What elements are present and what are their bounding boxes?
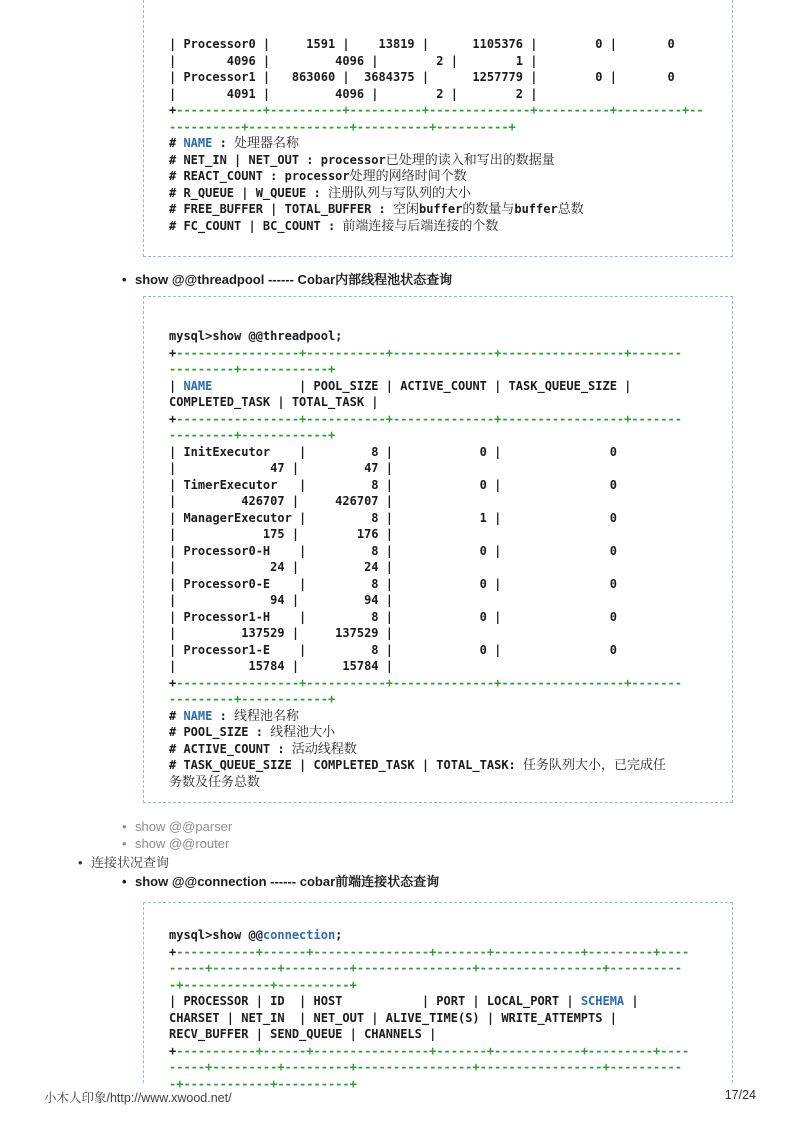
bullet-dot-icon: • bbox=[78, 855, 83, 870]
bullet-label: 连接状况查询 bbox=[91, 855, 170, 870]
bullet-dot-icon: • bbox=[122, 819, 127, 834]
footer-site-link: 小木人印象/http://www.xwood.net/ bbox=[44, 1091, 232, 1105]
bullet-label: show @@router bbox=[135, 836, 230, 851]
page-number: 17/24 bbox=[724, 1088, 756, 1102]
bullet-item-threadpool bbox=[122, 272, 452, 288]
sql-output-threadpool: mysql>show @@threadpool; +-----------------+-----------+--------------+-----------------+------- ---------+------------+ | NAME | POOL_SIZE | ACTIVE_COUNT | TASK_QUEUE_SIZE | COMPLETED_TASK | TOTAL_TASK | +-----------------+-----------+--------------+-----------------+------- ---------+------------+ | InitExecutor | 8 | 0 | 0 | 47 | 47 | | TimerExecutor | 8 | 0 | 0 | 426707 | 426707 | | ManagerExecutor | 8 | 1 | 0 | 175 | 176 | | Processor0-H | 8 | 0 | 0 | 24 | 24 | | Processor0-E | 8 | 0 | 0 | 94 | 94 | | Processor1-H | 8 | 0 | 0 | 137529 | 137529 | | Processor1-E | 8 | 0 | 0 | 15784 | 15784 | +-----------------+-----------+--------------+-----------------+------- ---------+------------+ # NAME : 线程池名称 # POOL_SIZE : 线程池大小 # ACTIVE_COUNT : 活动线程数 # TASK_QUEUE_SIZE | COMPLETED_TASK | TOTAL_TASK: 任务队列大小，已完成任 务数及任务总数 bbox=[169, 329, 682, 789]
bullet-item-router bbox=[122, 836, 229, 852]
bullet-label: show @@parser bbox=[135, 819, 233, 834]
bullet-label: show @@threadpool ------ Cobar内部线程池状态查询 bbox=[135, 272, 453, 287]
sql-output-processor: | Processor0 | 1591 | 13819 | 1105376 | 0 | 0 | 4096 | 4096 | 2 | 1 | | Processor1 | 863060 | 3684375 | 1257779 | 0 | 0 | 4091 | 4096 | 2 | 2 | +------------+----------+----------+--------------+----------+---------+-- ----------+--------------+----------+----------+ # NAME : 处理器名称 # NET_IN | NET_OUT : processor已处理的读入和写出的数据量 # REACT_COUNT : processor处理的网络时间个数 # R_QUEUE | W_QUEUE : 注册队列与写队列的大小 # FREE_BUFFER | TOTAL_BUFFER : 空闲buffer的数量与buffer总数 # FC_COUNT | BC_COUNT : 前端连接与后端连接的个数 bbox=[169, 37, 704, 233]
bullet-dot-icon: • bbox=[122, 836, 127, 851]
code-block-connection-output bbox=[143, 902, 733, 1091]
bullet-item-parser bbox=[122, 819, 232, 835]
code-block-processor-output bbox=[143, 0, 733, 257]
bullet-item-connection-section bbox=[78, 855, 169, 871]
bullet-dot-icon: • bbox=[122, 272, 127, 287]
code-block-threadpool-output bbox=[143, 296, 733, 803]
bullet-label: show @@connection ------ cobar前端连接状态查询 bbox=[135, 874, 440, 889]
sql-output-connection: mysql>show @@connection; +-----------+------+----------------+-------+------------+---------+---- -----+---------+---------+----------------+-----------------+---------- -+------------+----------+ | PROCESSOR | ID | HOST | PORT | LOCAL_PORT | SCHEMA | CHARSET | NET_IN | NET_OUT | ALIVE_TIME(S) | WRITE_ATTEMPTS | RECV_BUFFER | SEND_QUEUE | CHANNELS | +-----------+------+----------------+-------+------------+---------+---- -----+---------+---------+----------------+-----------------+---------- -+------------+----------+ bbox=[169, 928, 690, 1091]
bullet-item-connection bbox=[122, 874, 439, 890]
bullet-dot-icon: • bbox=[122, 874, 127, 889]
